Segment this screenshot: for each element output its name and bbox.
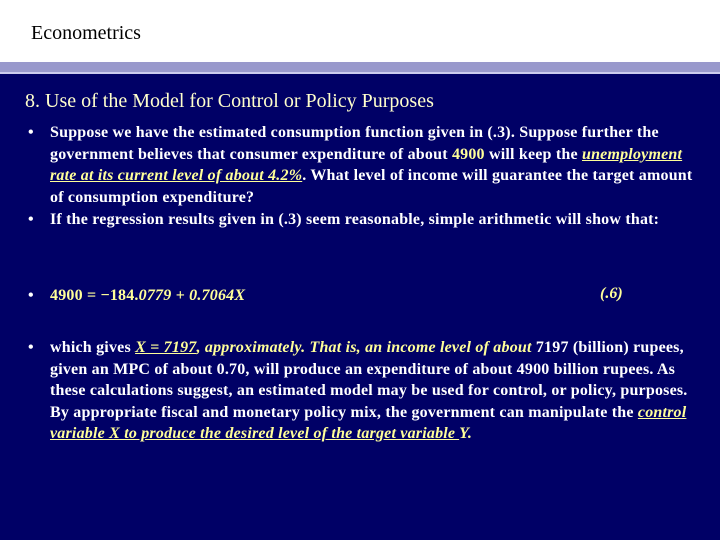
bullet-1 — [28, 122, 708, 208]
equation-text: 4900 = −184.0779 + 0.7064X — [50, 287, 246, 304]
slide-body — [0, 74, 720, 540]
bullet-2-text: If the regression results given in (.3) seem reasonable, simple arithmetic will show that: — [50, 211, 660, 228]
bullet-1-text: Suppose we have the estimated consumption function given in (.3). Suppose further the government believes that consumer expenditure of about 4900 will keep the unemployment rate at its current level of about 4.2%. What level of income will guarantee the target amount of consumption expenditure? — [50, 124, 693, 206]
bullet-4-text: which gives X = 7197, approximately. That is, an income level of about 7197 (billion) rupees, given an MPC of about 0.70, will produce an expenditure of about 4900 billion rupees. As these calculations suggest, an estimated model may be used for control, or policy, purposes. By appropriate fiscal and monetary policy mix, the government can manipulate the control variable X to produce the desired level of the target variable Y. — [50, 339, 688, 442]
bullet-2 — [28, 209, 708, 231]
header-title: Econometrics — [31, 22, 141, 44]
equation-number: (.6) — [600, 285, 623, 302]
header-bar — [0, 0, 720, 62]
bullet-dot: • — [28, 339, 34, 356]
divider-stripe — [0, 62, 720, 72]
bullet-dot: • — [28, 287, 34, 304]
bullet-dot: • — [28, 211, 34, 228]
bullet-4 — [28, 337, 708, 445]
bullet-dot: • — [28, 124, 34, 141]
slide-title: 8. Use of the Model for Control or Policy Purposes — [25, 90, 434, 112]
